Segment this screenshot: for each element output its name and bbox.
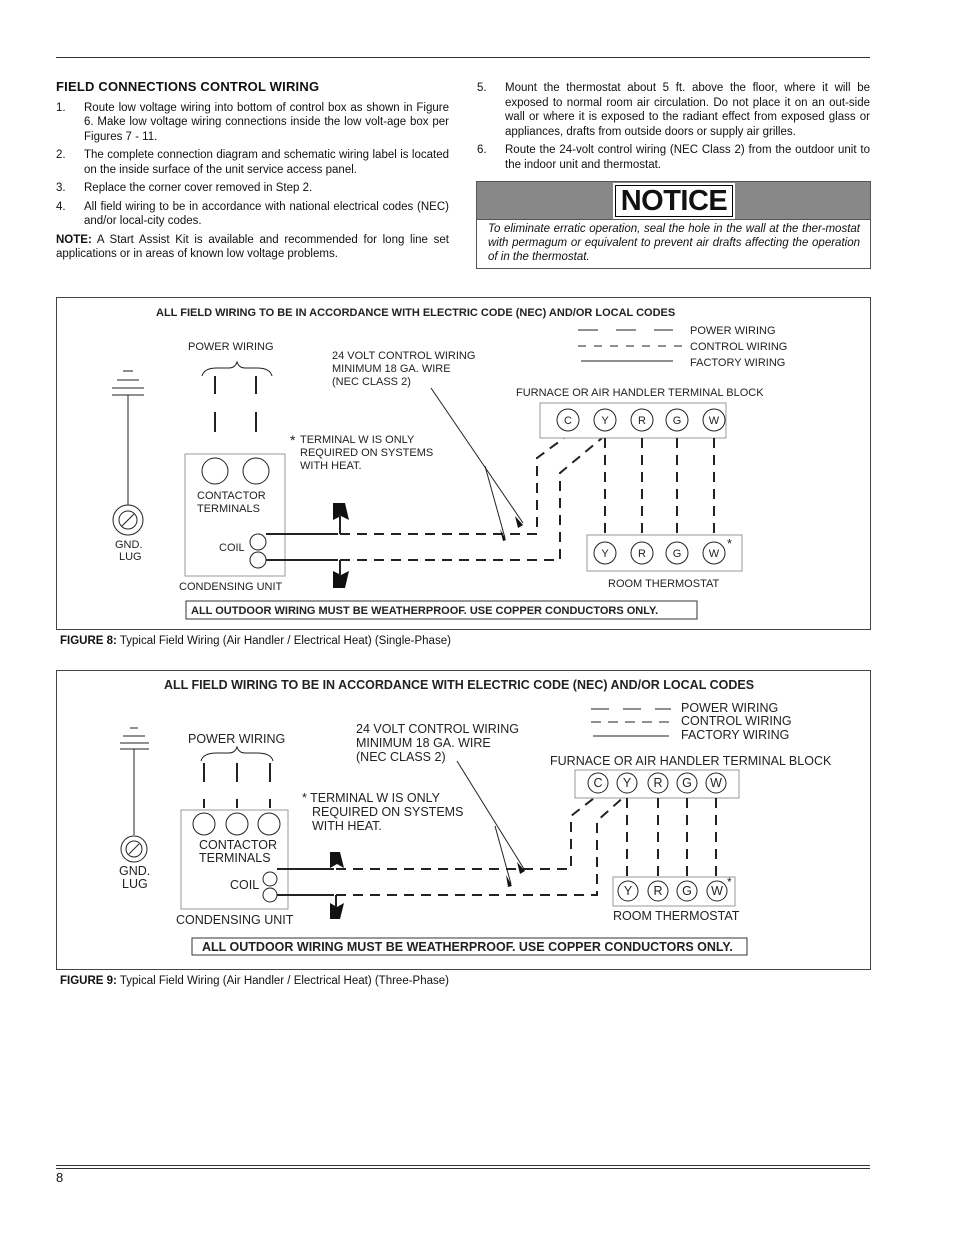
fig8-power-wiring-label: POWER WIRING [188,341,274,353]
fig9-legend-control: CONTROL WIRING [681,714,792,728]
fig8-condensing-unit-box [185,454,285,576]
svg-text:Y: Y [601,415,609,427]
list-item: 5. Mount the thermostat about 5 ft. above the floor, where it will be exposed to normal room air circulation. Do not place it on an out-side wall or where it is exposed to the radiant effect from exposed glass or appliances, drafts from outside doors or supply air grilles. [477,82,870,138]
fig8-lug-label: LUG [119,551,142,563]
figure-8-diagram [56,297,871,630]
fig8-control-class-label: (NEC CLASS 2) [332,376,411,388]
svg-text:G: G [682,884,692,898]
fig8-legend-factory: FACTORY WIRING [690,357,786,369]
notice-text: To eliminate erratic operation, seal the hole in the wall at the ther-mostat with permagum or equivalent to prevent air drafts affecting the operation of in the thermostat. [488,223,860,263]
notice-title: NOTICE [615,185,733,217]
svg-text:R: R [653,884,663,898]
svg-text:G: G [672,548,682,560]
list-item: 1. Route low voltage wiring into bottom of control box as shown in Figure 6. Make low voltage wiring connections inside the low volt-age box per Figures 7 - 11. [56,101,449,143]
svg-text:R: R [638,548,646,560]
svg-text:C: C [593,776,603,790]
note-label: NOTE: [56,233,92,246]
fig9-legend-factory: FACTORY WIRING [681,728,790,742]
top-rule [56,57,870,58]
fig8-control-gauge-label: MINIMUM 18 GA. WIRE [332,363,451,375]
svg-text:Y: Y [601,548,609,560]
list-item: 6. Route the 24-volt control wiring (NEC Class 2) from the outdoor unit to the indoor unit and thermostat. [477,144,870,171]
fig9-control-gauge-label: MINIMUM 18 GA. WIRE [356,736,491,750]
section-heading: FIELD CONNECTIONS CONTROL WIRING [56,79,320,94]
fig8-control-wiring-label: 24 VOLT CONTROL WIRING [332,350,476,362]
steps-list-left [56,101,449,229]
fig9-wire-arrow-up [330,852,344,868]
fig8-gnd-label: GND. [115,539,143,551]
svg-text:W: W [708,548,720,560]
fig9-coil-label: COIL [230,878,260,892]
svg-text:Y: Y [622,776,632,790]
fig8-ground-symbol [112,371,144,535]
fig8-thermostat-star: * [727,536,733,551]
footer-rule [56,1165,870,1166]
fig9-terminal-note-1: * TERMINAL W IS ONLY [302,791,441,805]
svg-text:W: W [711,884,723,898]
figure-9-caption: FIGURE 9: Typical Field Wiring (Air Handler / Electrical Heat) (Three-Phase) [60,975,449,987]
fig9-brace [201,747,273,761]
fig9-condensing-unit-label: CONDENSING UNIT [176,913,294,927]
svg-text:W: W [710,776,722,790]
svg-text:R: R [653,776,663,790]
fig8-brace [202,362,272,376]
fig9-bottom-note: ALL OUTDOOR WIRING MUST BE WEATHERPROOF. USE COPPER CONDUCTORS ONLY. [202,940,733,954]
fig9-room-thermostat-label: ROOM THERMOSTAT [613,909,740,923]
fig8-bottom-note: ALL OUTDOOR WIRING MUST BE WEATHERPROOF. USE COPPER CONDUCTORS ONLY. [191,605,659,617]
fig9-lug-label: LUG [122,877,148,891]
fig8-legend-power: POWER WIRING [690,325,776,337]
footer-rule-2 [56,1168,870,1169]
left-column [56,80,449,262]
right-column [477,81,870,176]
fig8-contactor-label: CONTACTOR [197,490,266,502]
svg-text:W: W [708,415,720,427]
fig9-ground-symbol [120,728,149,862]
svg-text:Y: Y [623,884,633,898]
fig9-legend [591,701,792,742]
svg-text:C: C [564,415,572,427]
fig9-terminals-label: TERMINALS [199,851,271,865]
fig8-terminal-note-2: REQUIRED ON SYSTEMS [300,447,434,459]
notice-box [476,181,871,269]
note-paragraph [56,233,449,262]
fig8-star: * [290,432,296,448]
fig9-gnd-label: GND. [119,864,151,878]
fig8-room-thermostat-label: ROOM THERMOSTAT [608,578,720,590]
svg-text:G: G [672,415,682,427]
notice-header [477,182,870,220]
figure-9-diagram [56,670,871,970]
fig8-terminals-label: TERMINALS [197,503,260,515]
fig9-terminal-note-3: WITH HEAT. [312,819,382,833]
fig8-legend-control: CONTROL WIRING [690,341,788,353]
list-item: 3. Replace the corner cover removed in Step 2. [56,182,313,194]
svg-text:G: G [682,776,692,790]
fig9-power-wiring-label: POWER WIRING [188,732,286,746]
fig9-control-class-label: (NEC CLASS 2) [356,750,446,764]
fig8-top-note: ALL FIELD WIRING TO BE IN ACCORDANCE WITH ELECTRIC CODE (NEC) AND/OR LOCAL CODES [156,307,676,319]
figure-8-caption: FIGURE 8: Typical Field Wiring (Air Handler / Electrical Heat) (Single-Phase) [60,635,451,647]
fig8-condensing-unit-label: CONDENSING UNIT [179,581,283,593]
fig9-terminal-note-2: REQUIRED ON SYSTEMS [312,805,464,819]
note-text: A Start Assist Kit is available and recommended for long line set applications or in areas of known low voltage problems. [56,233,449,260]
steps-list-right [477,81,870,172]
fig9-contactor-label: CONTACTOR [199,838,278,852]
list-item: 4. All field wiring to be in accordance with national electrical codes (NEC) and/or local-city codes. [56,200,449,227]
fig8-legend [578,325,787,369]
page-number: 8 [56,1170,64,1185]
fig9-thermostat-star: * [727,875,732,889]
list-item: 2. The complete connection diagram and schematic wiring label is located on the inside surface of the unit service access panel. [56,149,449,176]
fig8-terminal-note-1: TERMINAL W IS ONLY [300,434,415,446]
fig8-coil-label: COIL [219,542,245,554]
fig9-control-wiring-label: 24 VOLT CONTROL WIRING [356,722,519,736]
fig8-terminal-note-3: WITH HEAT. [300,460,362,472]
fig9-legend-power: POWER WIRING [681,701,779,715]
fig9-top-note: ALL FIELD WIRING TO BE IN ACCORDANCE WITH ELECTRIC CODE (NEC) AND/OR LOCAL CODES [164,678,755,692]
fig9-terminal-block-label: FURNACE OR AIR HANDLER TERMINAL BLOCK [550,754,832,768]
svg-text:R: R [638,415,646,427]
fig8-terminal-block-label: FURNACE OR AIR HANDLER TERMINAL BLOCK [516,387,764,399]
